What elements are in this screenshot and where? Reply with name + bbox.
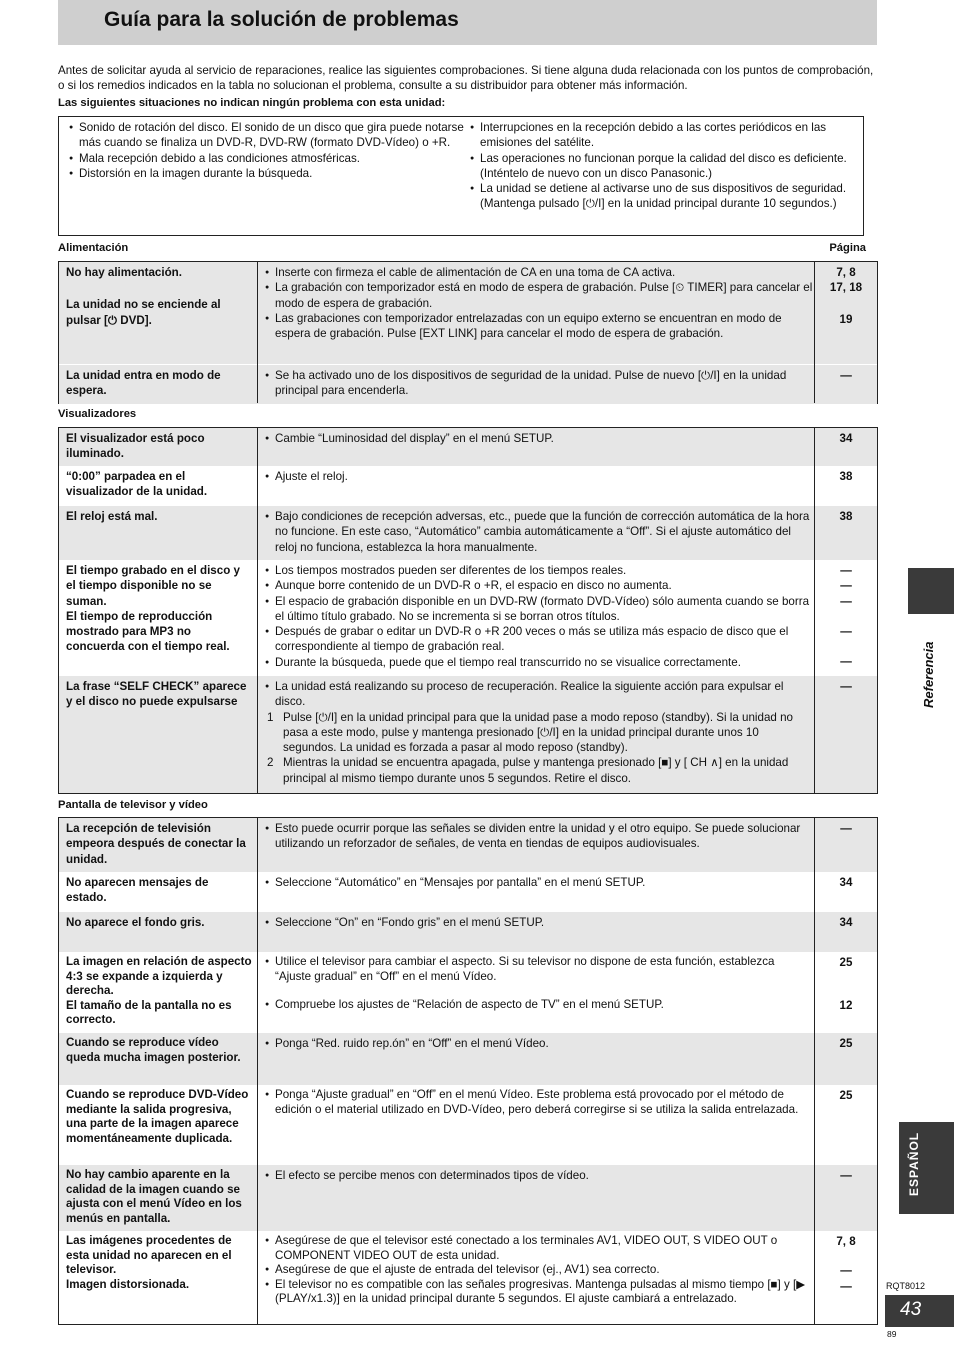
page-title: Guía para la solución de problemas bbox=[104, 8, 459, 31]
problem-cell: No aparece el fondo gris. bbox=[66, 916, 205, 929]
problem-text: No hay alimentación. bbox=[66, 266, 182, 279]
list-item: ● Asegúrese de que el ajuste de entrada del televisor (ej., AV1) sea correcto. bbox=[265, 1263, 813, 1278]
table-row bbox=[59, 560, 877, 676]
problem-text: Las imágenes procedentes de esta unidad no aparecen en el televisor. bbox=[66, 1234, 232, 1276]
solution-cell bbox=[265, 1168, 813, 1183]
row-divider bbox=[59, 364, 877, 365]
column-divider bbox=[257, 818, 258, 1324]
page-ref: 25 bbox=[839, 956, 853, 969]
page-ref: — bbox=[840, 655, 852, 669]
language-label: ESPAÑOL bbox=[907, 1131, 921, 1196]
page-cell bbox=[815, 563, 877, 669]
not-a-problem-list-right bbox=[470, 120, 862, 212]
problem-cell: “0:00” parpadea en el visualizador de la unidad. bbox=[66, 470, 208, 499]
list-item: ● Esto puede ocurrir porque las señales se dividen entre la unidad y el otro equipo. Se puede solucionar utilizando un reforzador de señales, de venta en tiendas de equipos audiovisuales. bbox=[265, 821, 813, 852]
page-cell: — bbox=[840, 1169, 852, 1182]
table-row bbox=[59, 466, 877, 506]
table-row bbox=[59, 1033, 877, 1085]
page-ref: — bbox=[840, 579, 852, 593]
title-bar bbox=[58, 0, 877, 45]
solution-cell bbox=[265, 1088, 813, 1117]
problem-cell: El reloj está mal. bbox=[66, 510, 158, 523]
table-row bbox=[59, 676, 877, 793]
list-item: ● Se ha activado uno de los dispositivos de seguridad de la unidad. Pulse de nuevo [⏻/I] en la unidad principal para encenderla. bbox=[265, 368, 813, 399]
list-item: ● Utilice el televisor para cambiar el aspecto. Si su televisor no dispone de esta función, establezca “Ajuste gradual” en “Off” en el menú Vídeo. bbox=[265, 955, 813, 984]
problem-text: La imagen en relación de aspecto 4:3 se expande a izquierda y derecha. bbox=[66, 955, 252, 997]
table-alimentacion bbox=[58, 261, 878, 404]
problem-cell bbox=[66, 1234, 252, 1292]
section-label-alimentacion: Alimentación bbox=[58, 242, 129, 254]
column-divider bbox=[257, 262, 258, 403]
step-number: 2 bbox=[267, 756, 274, 770]
page-cell: 34 bbox=[839, 916, 853, 929]
problem-cell bbox=[66, 563, 252, 655]
problem-cell: La recepción de televisión empeora después de conectar la unidad. bbox=[66, 822, 246, 866]
list-item: ● Mala recepción debido a las condiciones atmosféricas. bbox=[69, 151, 467, 166]
page-cell: 25 bbox=[839, 1089, 853, 1102]
problem-cell: Cuando se reproduce DVD-Vídeo mediante la salida progresiva, una parte de la imagen aparece momentáneamente duplicada. bbox=[66, 1088, 249, 1145]
table-pantalla bbox=[58, 817, 878, 1325]
not-a-problem-box bbox=[58, 116, 864, 236]
model-code: RQT8012 bbox=[886, 1281, 926, 1291]
table-visualizadores bbox=[58, 427, 878, 794]
section-label-pantalla: Pantalla de televisor y vídeo bbox=[58, 799, 208, 811]
solution-cell bbox=[265, 469, 813, 484]
list-item: ● Durante la búsqueda, puede que el tiempo real transcurrido no se visualice correctamente. bbox=[265, 655, 813, 670]
column-divider bbox=[814, 262, 815, 403]
column-divider bbox=[814, 818, 815, 1324]
page-cell: — bbox=[840, 680, 852, 693]
step-item bbox=[265, 710, 813, 756]
list-item: ● Interrupciones en la recepción debido a las cortes periódicos en las emisiones del satélite. bbox=[470, 120, 862, 151]
step-item bbox=[265, 755, 813, 786]
page-number: 43 bbox=[900, 1299, 922, 1320]
solution-cell bbox=[265, 265, 813, 341]
page-ref: 7, 8 bbox=[836, 266, 856, 279]
step-text: Pulse [⏻/I] en la unidad principal para que la unidad pase a modo reposo (standby). Si la unidad no pasa a este modo, pulse y mantenga presionado [⏻/I] en la unidad principal durante unos 10 segundos. La unidad es forzada a pasar al modo reposo (standby). bbox=[283, 710, 793, 755]
list-item: ● El efecto se percibe menos con determinados tipos de vídeo. bbox=[265, 1168, 813, 1183]
list-item: ● Asegúrese de que el televisor esté conectado a los terminales AV1, VIDEO OUT, S VIDEO OUT o COMPONENT VIDEO OUT de esta unidad. bbox=[265, 1234, 813, 1263]
problem-cell: La unidad entra en modo de espera. bbox=[66, 369, 221, 398]
section-label-visualizadores: Visualizadores bbox=[58, 408, 137, 420]
list-item: ● Compruebe los ajustes de “Relación de aspecto de TV” en el menú SETUP. bbox=[265, 998, 813, 1013]
page-cell: 34 bbox=[839, 876, 853, 889]
page-column-header: Página bbox=[829, 242, 866, 254]
problem-cell: Cuando se reproduce vídeo queda mucha imagen posterior. bbox=[66, 1036, 241, 1064]
column-divider bbox=[257, 428, 258, 793]
table-row bbox=[59, 1165, 877, 1231]
problem-text: El tamaño de la pantalla no es correcto. bbox=[66, 998, 232, 1026]
list-item: ● La unidad está realizando su proceso de recuperación. Realice la siguiente acción para expulsar el disco. bbox=[265, 679, 813, 710]
solution-cell bbox=[265, 821, 813, 852]
solution-cell bbox=[265, 955, 813, 1013]
list-item: ● Aunque borre contenido de un DVD-R o +R, el espacio en disco no aumenta. bbox=[265, 578, 813, 593]
sub-page-number: 89 bbox=[887, 1329, 897, 1339]
page-cell: — bbox=[840, 369, 852, 382]
problem-text: El tiempo grabado en el disco y el tiempo disponible no se suman. bbox=[66, 564, 240, 608]
page-ref: — bbox=[840, 594, 852, 608]
page-ref: 7, 8 bbox=[836, 1235, 856, 1248]
table-row bbox=[59, 872, 877, 912]
solution-cell bbox=[265, 509, 813, 555]
list-item: ● El espacio de grabación disponible en un DVD-RW (formato DVD-Vídeo) sólo aumenta cuando se borra el último título grabado. No se incrementa si se borran otros títulos. bbox=[265, 594, 813, 625]
problem-cell: No hay cambio aparente en la calidad de la imagen cuando se ajusta con el menú Vídeo en los menús en pantalla. bbox=[66, 1168, 242, 1225]
section-tab bbox=[908, 568, 954, 614]
solution-cell bbox=[265, 915, 813, 930]
not-a-problem-list-left bbox=[69, 120, 467, 181]
list-item: ● Después de grabar o editar un DVD-R o +R 200 veces o más se utiliza más espacio de disco que el correspondiente al tiempo de grabación real. bbox=[265, 624, 813, 655]
page-cell bbox=[815, 265, 877, 327]
solution-cell bbox=[265, 875, 813, 890]
page-cell: 38 bbox=[839, 470, 853, 483]
list-item: ● Distorsión en la imagen durante la búsqueda. bbox=[69, 166, 467, 181]
page-ref: 19 bbox=[839, 312, 853, 326]
list-item: ● Ajuste el reloj. bbox=[265, 469, 813, 484]
table-row bbox=[59, 428, 877, 466]
list-item: ● Seleccione “Automático” en “Mensajes por pantalla” en el menú SETUP. bbox=[265, 875, 813, 890]
list-item: ● Ponga “Ajuste gradual” en “Off” en el menú Vídeo. Este problema está provocado por el método de edición o el material utilizado en DVD-Vídeo, pero deberá corregirse si se utiliza la salida entrelazada. bbox=[265, 1088, 813, 1117]
problem-cell: No aparecen mensajes de estado. bbox=[66, 876, 209, 905]
list-item: ● Bajo condiciones de recepción adversas, etc., puede que la función de corrección automática de la hora no funcione. En este caso, “Automático” cambia automáticamente a “Off”. Si el ajuste automático del reloj no funciona, establezca la hora manualmente. bbox=[265, 509, 813, 555]
page-cell bbox=[815, 955, 877, 1014]
list-item: ● El televisor no es compatible con las señales progresivas. Mantenga pulsadas al mismo tiempo [■] y [▶ (PLAY/x1.3)] en la unidad principal durante 5 segundos. El ajuste cambiará a entrelazado. bbox=[265, 1278, 813, 1307]
list-item: ● La grabación con temporizador está en modo de espera de grabación. Pulse [⏲ TIMER] para cancelar el modo de espera de grabación. bbox=[265, 280, 813, 311]
solution-cell bbox=[265, 431, 813, 446]
step-text: Mientras la unidad se encuentra apagada, pulse y mantenga presionado [■] y [ CH ∧] en la unidad principal al mismo tiempo durante unos 5 segundos. Retire el disco. bbox=[283, 756, 789, 785]
step-number: 1 bbox=[267, 710, 274, 724]
solution-cell bbox=[265, 1036, 813, 1051]
referencia-label: Referencia bbox=[921, 641, 936, 708]
table-row bbox=[59, 1085, 877, 1165]
solution-cell bbox=[265, 368, 813, 399]
table-row bbox=[59, 506, 877, 560]
list-item: ● Inserte con firmeza el cable de alimentación de CA en una toma de CA activa. bbox=[265, 265, 813, 280]
problem-cell bbox=[66, 265, 252, 328]
table-row bbox=[59, 818, 877, 872]
problem-text: La unidad no se enciende al pulsar [⏻ DVD]. bbox=[66, 298, 221, 327]
list-item: ● Sonido de rotación del disco. El sonido de un disco que gira puede notarse más cuando se finaliza un DVD-R, DVD-RW (formato DVD-Vídeo) o +R. bbox=[69, 120, 467, 151]
table-row bbox=[59, 262, 877, 364]
page-cell: — bbox=[840, 822, 852, 835]
intro-text: Antes de solicitar ayuda al servicio de reparaciones, realice las siguientes comprobaciones. Si tiene alguna duda relacionada con los puntos de comprobación, o si los remedios indicados en la tabla no solucionan el problema, consulte a su distribuidor para obtener más información. bbox=[58, 64, 874, 92]
table-row bbox=[59, 912, 877, 952]
problem-cell bbox=[66, 955, 252, 1028]
page-ref: — bbox=[840, 564, 852, 577]
intro-note: Las siguientes situaciones no indican ningún problema con esta unidad: bbox=[58, 97, 446, 109]
page-cell: 25 bbox=[839, 1037, 853, 1050]
list-item: ● La unidad se detiene al activarse uno de sus dispositivos de seguridad. (Mantenga pulsado [⏻/I] en la unidad principal durante 10 segundos.) bbox=[470, 181, 862, 212]
page-cell bbox=[815, 1234, 877, 1294]
page-cell: 38 bbox=[839, 510, 853, 523]
problem-cell: La frase “SELF CHECK” aparece y el disco no puede expulsarse bbox=[66, 680, 247, 709]
solution-list bbox=[265, 679, 813, 710]
list-item: ● Los tiempos mostrados pueden ser diferentes de los tiempos reales. bbox=[265, 563, 813, 578]
page-ref: 12 bbox=[839, 999, 853, 1013]
list-item: ● Ponga “Red. ruido rep.ón” en “Off” en el menú Vídeo. bbox=[265, 1036, 813, 1051]
list-item: ● Las grabaciones con temporizador entrelazadas con un equipo externo se encuentran en modo de espera de grabación. Pulse [EXT LINK] para cancelar el modo de espera de grabación. bbox=[265, 311, 813, 342]
solution-cell bbox=[265, 679, 813, 786]
page-ref: — bbox=[840, 1279, 852, 1293]
page-ref: 17, 18 bbox=[829, 281, 863, 295]
table-row bbox=[59, 952, 877, 1033]
solution-cell bbox=[265, 1234, 813, 1307]
solution-cell bbox=[265, 563, 813, 670]
problem-text: El tiempo de reproducción mostrado para MP3 no concuerda con el tiempo real. bbox=[66, 609, 230, 654]
column-divider bbox=[814, 428, 815, 793]
list-item: ● Las operaciones no funcionan porque la calidad del disco es deficiente. (Inténtelo de nuevo con un disco Panasonic.) bbox=[470, 151, 862, 182]
table-row bbox=[59, 365, 877, 404]
problem-cell: El visualizador está poco iluminado. bbox=[66, 432, 205, 461]
list-item: ● Cambie “Luminosidad del display” en el menú SETUP. bbox=[265, 431, 813, 446]
page-ref: — bbox=[840, 624, 852, 638]
steps-list bbox=[265, 710, 813, 786]
problem-text: Imagen distorsionada. bbox=[66, 1277, 190, 1291]
table-row bbox=[59, 1231, 877, 1324]
page-ref: — bbox=[840, 1264, 852, 1278]
page-cell: 34 bbox=[839, 432, 853, 445]
list-item: ● Seleccione “On” en “Fondo gris” en el menú SETUP. bbox=[265, 915, 813, 930]
